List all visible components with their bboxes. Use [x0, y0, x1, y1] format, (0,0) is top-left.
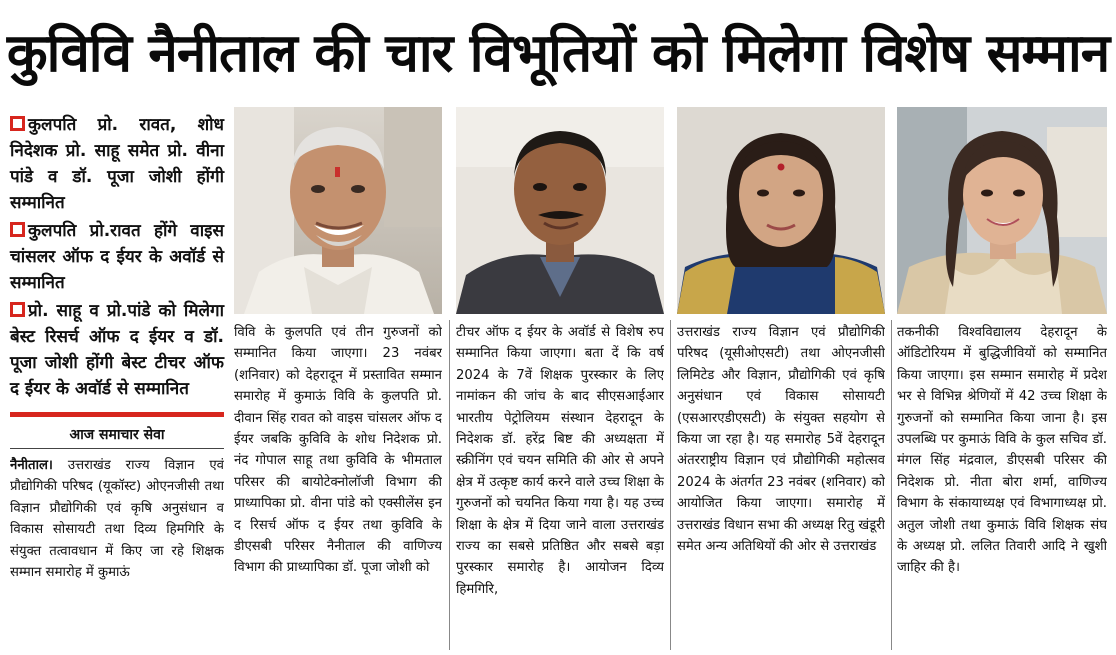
headline: कुविवि नैनीताल की चार विभूतियों को मिलेगा विशेष सम्मान	[6, 22, 1110, 84]
portrait-photo-professor-pande	[677, 107, 885, 314]
article-column-2	[456, 107, 664, 652]
checkbox-bullet-icon	[10, 116, 25, 131]
article-text: विवि के कुलपति एवं तीन गुरुजनों को सम्मानित किया जाएगा। 23 नवंबर (शनिवार) को देहरादून में प्रस्तावित सम्मान समारोह में कुमाऊं विवि के कुलपति प्रो. दीवान सिंह रावत को वाइस चांसलर ऑफ द ईयर जबकि कुविवि के शोध निदेशक प्रो. नंद गोपाल साहू तथा कुविवि के भीमताल परिसर की बायोटेक्नोलॉजी विभाग की प्राध्यापिका प्रो. वीना पांडे को एक्सीलेंस इन द रिसर्च ऑफ द ईयर तथा कुविवि के डीएसबी परिसर नैनीताल की वाणिज्य विभाग की प्राध्यापिका डॉ. पूजा जोशी को	[234, 325, 442, 576]
sidebar	[10, 112, 224, 652]
red-divider	[10, 412, 224, 417]
dateline: नैनीताल।	[10, 458, 53, 473]
sidebar-point-text: कुलपति प्रो. रावत, शोध निदेशक प्रो. साहू समेत प्रो. वीना पांडे व डॉ. पूजा जोशी होंगी सम्मानित	[10, 115, 224, 213]
article-column-4	[897, 107, 1107, 652]
lead-text: उत्तराखंड राज्य विज्ञान एवं प्रौद्योगिकी परिषद (यूकॉस्ट) ओएनजीसी तथा विज्ञान प्रौद्योगिकी एवं कृषि अनुसंधान व विकास सोसायटी तथा दिव्य हिमगिरि के संयुक्त तत्वावधान में किए जा रहे शिक्षक सम्मान समारोह में कुमाऊं	[10, 458, 224, 581]
portrait-photo-doctor-joshi	[897, 107, 1107, 314]
article-text: टीचर ऑफ द ईयर के अवॉर्ड से विशेष रुप सम्मानित किया जाएगा। बता दें कि वर्ष 2024 के 7वें शिक्षक पुरस्कार के लिए नामांकन की जांच के बाद सीएसआईआर भारतीय पेट्रोलियम संस्थान देहरादून के निदेशक डॉ. हरेंद्र बिष्ट की अध्यक्षता में स्क्रीनिंग एवं चयन समिति की ओर से अपने क्षेत्र में उत्कृष्ट कार्य करने वाले उच्च शिक्षा के गुरुजनों को चयनित किया गया है। यह उच्च शिक्षा के क्षेत्र में दिया जाने वाला उत्तराखंड राज्य का सबसे प्रतिष्ठित और सबसे बड़ा पुरस्कार समारोह है। आयोजन दिव्य हिमगिरि,	[456, 325, 664, 597]
column-divider	[449, 320, 450, 650]
portrait-photo-vice-chancellor	[234, 107, 442, 314]
column-divider	[670, 320, 671, 650]
sidebar-point	[10, 298, 224, 402]
article-column-1	[234, 107, 442, 652]
lead-paragraph	[10, 455, 224, 605]
byline-divider	[10, 448, 224, 449]
article-column-3	[677, 107, 885, 652]
column-divider	[891, 320, 892, 650]
checkbox-bullet-icon	[10, 302, 25, 317]
article-text: तकनीकी विश्वविद्यालय देहरादून के ऑडिटोरियम में बुद्धिजीवियों को सम्मानित किया जाएगा। इस सम्मान समारोह में प्रदेश भर से विभिन्न श्रेणियों में 42 उच्च शिक्षा के गुरुजनों को सम्मानित किया जाना है। इस उपलब्धि पर कुमाऊं विवि के कुल सचिव डॉ. मंगल सिंह मंद्रवाल, डीएसबी परिसर की निदेशक प्रो. नीता बोरा शर्मा, वाणिज्य विभाग के संकायाध्यक्ष एवं विभागाध्यक्ष प्रो. अतुल जोशी तथा कुमाऊं विवि शिक्षक संघ के अध्यक्ष प्रो. ललित तिवारी आदि ने खुशी जाहिर की है।	[897, 325, 1107, 576]
article-text: उत्तराखंड राज्य विज्ञान एवं प्रौद्योगिकी परिषद (यूसीओएसटी) तथा ओएनजीसी लिमिटेड और विज्ञान, प्रौद्योगिकी एवं कृषि अनुसंधान एवं विकास सोसायटी (एसआरएडीएसटी) के संयुक्त सहयोग से किया जा रहा है। यह समारोह 5वें देहरादून अंतरराष्ट्रीय विज्ञान एवं प्रौद्योगिकी महोत्सव 2024 के अंतर्गत 23 नवंबर (शनिवार) को आयोजित किया जाएगा। समारोह में उत्तराखंड विधान सभा की अध्यक्ष रितु खंडूरी समेत अन्य अतिथियों की ओर से उत्तराखंड	[677, 325, 885, 555]
sidebar-point	[10, 112, 224, 216]
sidebar-point-text: कुलपति प्रो.रावत होंगे वाइस चांसलर ऑफ द ईयर के अवॉर्ड से सम्मानित	[10, 221, 224, 293]
portrait-photo-research-director	[456, 107, 664, 314]
checkbox-bullet-icon	[10, 222, 25, 237]
sidebar-point	[10, 218, 224, 296]
sidebar-point-text: प्रो. साहू व प्रो.पांडे को मिलेगा बेस्ट रिसर्च ऑफ द ईयर व डॉ. पूजा जोशी होंगी बेस्ट टीचर ऑफ द ईयर के अवॉर्ड से सम्मानित	[10, 301, 224, 399]
byline: आज समाचार सेवा	[69, 427, 165, 443]
